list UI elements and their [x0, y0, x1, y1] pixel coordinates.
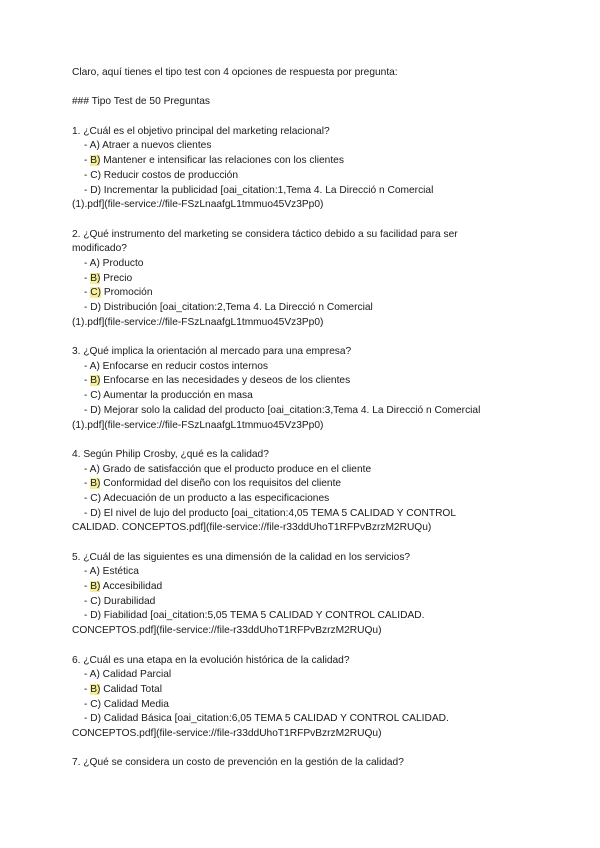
option-text: -	[84, 155, 91, 167]
answer-option	[72, 286, 542, 301]
answer-option	[72, 257, 542, 272]
citation-continuation: (1).pdf](file-service://file-FSzLnaafgL1tmmuo45Vz3Pp0)	[72, 199, 324, 211]
highlighted-option-letter: B)	[90, 272, 101, 284]
option-text: - C) Adecuación de un producto a las especificaciones	[84, 492, 330, 504]
answer-option	[72, 169, 542, 184]
option-text: -	[84, 581, 91, 593]
option-text: - D) Calidad Básica [oai_citation:6,05 TEMA 5 CALIDAD Y CONTROL CALIDAD.	[84, 713, 449, 725]
option-text: - D) Mejorar solo la calidad del producto [oai_citation:3,Tema 4. La Direcció n Comercial	[84, 404, 481, 416]
option-text: - D) Incrementar la publicidad [oai_citation:1,Tema 4. La Direcció n Comercial	[84, 184, 434, 196]
answer-option	[72, 360, 542, 375]
answer-option	[72, 139, 542, 154]
option-text: Promoción	[100, 287, 153, 299]
answer-option	[72, 301, 542, 316]
option-text: - A) Calidad Parcial	[84, 669, 172, 681]
highlighted-option-letter: B)	[90, 375, 101, 387]
option-text: - C) Aumentar la producción en masa	[84, 390, 253, 402]
intro-line: Claro, aquí tienes el tipo test con 4 opciones de respuesta por pregunta:	[72, 67, 398, 78]
question-text: 3. ¿Qué implica la orientación al mercado para una empresa?	[72, 346, 352, 358]
option-text: Enfocarse en las necesidades y deseos de los clientes	[100, 375, 351, 387]
option-text: Conformidad del diseño con los requisitos del cliente	[100, 478, 342, 490]
option-text: - D) Distribución [oai_citation:2,Tema 4. La Direcció n Comercial	[84, 302, 373, 313]
answer-option	[72, 184, 542, 199]
question-block	[72, 125, 542, 228]
answer-option	[72, 565, 542, 580]
question-text: 2. ¿Qué instrumento del marketing se considera táctico debido a su facilidad para ser	[72, 228, 458, 240]
option-text: Accesibilidad	[100, 581, 163, 593]
answer-option	[72, 492, 542, 507]
option-text: - A) Producto	[84, 257, 144, 269]
answer-option	[72, 683, 542, 698]
highlighted-option-letter: B)	[90, 683, 101, 695]
question-text: 1. ¿Cuál es el objetivo principal del marketing relacional?	[72, 125, 330, 137]
question-list	[72, 125, 542, 757]
answer-option	[72, 698, 542, 713]
document-content	[72, 66, 542, 771]
highlighted-option-letter: B)	[90, 581, 101, 593]
answer-option	[72, 154, 542, 169]
answer-option	[72, 580, 542, 595]
option-text: -	[84, 272, 91, 284]
option-text: -	[84, 683, 91, 695]
option-text: - C) Reducir costos de producción	[84, 169, 239, 181]
question-text: 6. ¿Cuál es una etapa en la evolución histórica de la calidad?	[72, 654, 350, 666]
option-text: - D) Fiabilidad [oai_citation:5,05 TEMA 5 CALIDAD Y CONTROL CALIDAD.	[84, 610, 425, 622]
question-block	[72, 345, 542, 448]
option-text: - A) Atraer a nuevos clientes	[84, 140, 212, 152]
option-text: - D) El nivel de lujo del producto [oai_citation:4,05 TEMA 5 CALIDAD Y CONTROL	[84, 507, 457, 519]
option-text: - C) Calidad Media	[84, 698, 169, 710]
option-text: -	[84, 478, 91, 490]
highlighted-option-letter: B)	[90, 155, 101, 167]
option-text: -	[84, 287, 91, 299]
answer-option	[72, 272, 542, 287]
answer-option	[72, 507, 542, 522]
citation-continuation: CONCEPTOS.pdf](file-service://file-r33ddUhoT1RFPvBzrzM2RUQu)	[72, 727, 382, 739]
answer-option	[72, 374, 542, 389]
question-text-continuation: modificado?	[72, 243, 127, 255]
answer-option	[72, 595, 542, 610]
option-text: - A) Estética	[84, 566, 139, 578]
answer-option	[72, 477, 542, 492]
answer-option	[72, 609, 542, 624]
citation-continuation: (1).pdf](file-service://file-FSzLnaafgL1tmmuo45Vz3Pp0)	[72, 419, 324, 431]
question-block	[72, 654, 542, 757]
question-block	[72, 228, 542, 346]
answer-option	[72, 463, 542, 478]
answer-option	[72, 668, 542, 683]
citation-continuation: CALIDAD. CONCEPTOS.pdf](file-service://file-r33ddUhoT1RFPvBzrzM2RUQu)	[72, 522, 432, 534]
answer-option	[72, 389, 542, 404]
answer-option	[72, 404, 542, 419]
question-text: 4. Según Philip Crosby, ¿qué es la calidad?	[72, 448, 269, 460]
option-text: Mantener e intensificar las relaciones con los clientes	[100, 155, 344, 167]
citation-continuation: CONCEPTOS.pdf](file-service://file-r33ddUhoT1RFPvBzrzM2RUQu)	[72, 625, 382, 637]
option-text: - A) Enfocarse en reducir costos internos	[84, 360, 269, 372]
option-text: -	[84, 375, 91, 387]
citation-continuation: (1).pdf](file-service://file-FSzLnaafgL1tmmuo45Vz3Pp0)	[72, 316, 324, 328]
option-text: Calidad Total	[100, 683, 162, 695]
section-heading: ### Tipo Test de 50 Preguntas	[72, 96, 211, 108]
question-text: 7. ¿Qué se considera un costo de prevención en la gestión de la calidad?	[72, 757, 404, 769]
question-text: 5. ¿Cuál de las siguientes es una dimensión de la calidad en los servicios?	[72, 551, 411, 563]
answer-option	[72, 712, 542, 727]
question-block	[72, 551, 542, 654]
question-block	[72, 448, 542, 551]
highlighted-option-letter: B)	[90, 478, 101, 490]
option-text: Precio	[100, 272, 133, 284]
option-text: - A) Grado de satisfacción que el producto produce en el cliente	[84, 463, 372, 475]
option-text: - C) Durabilidad	[84, 595, 156, 607]
highlighted-option-letter: C)	[90, 287, 101, 299]
